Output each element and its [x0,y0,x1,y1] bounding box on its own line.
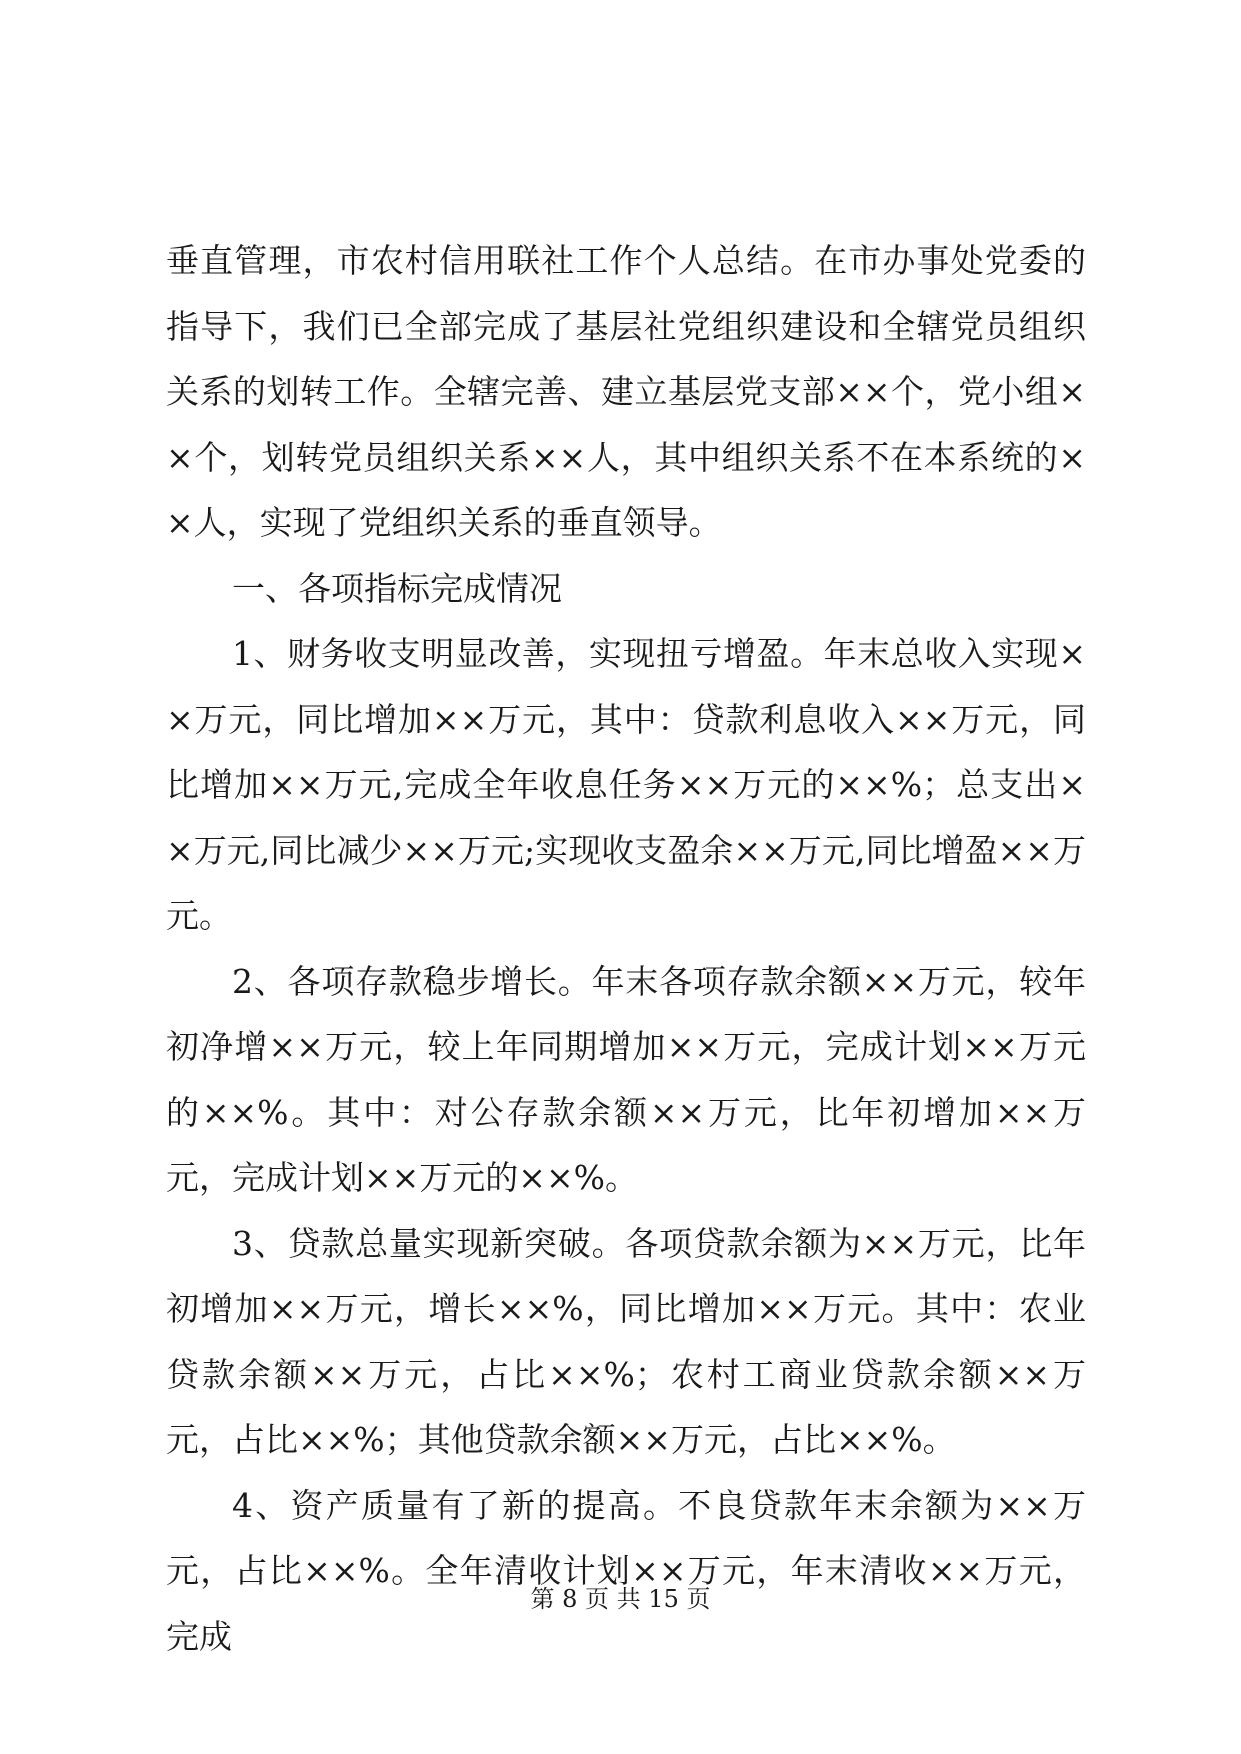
paragraph: 2、各项存款稳步增长。年末各项存款余额××万元，较年初净增××万元，较上年同期增加××万元，完成计划××万元的××%。其中：对公存款余额××万元，比年初增加××万元，完成计划××万元的××%。 [166,961,1086,1197]
document-body [166,228,1086,1669]
paragraph: 1、财务收支明显改善，实现扭亏增盈。年末总收入实现××万元，同比增加××万元，其中：贷款利息收入××万元，同比增加××万元,完成全年收息任务××万元的××%；总支出××万元,同比减少××万元;实现收支盈余××万元,同比增盈××万元。 [166,634,1086,935]
section-heading: 一、各项指标完成情况 [232,568,562,608]
paragraph: 垂直管理，市农村信用联社工作个人总结。在市办事处党委的指导下，我们已全部完成了基层社党组织建设和全辖党员组织关系的划转工作。全辖完善、建立基层党支部××个，党小组××个，划转党员组织关系××人，其中组织关系不在本系统的××人，实现了党组织关系的垂直领导。 [166,241,1086,542]
page-number-footer: 第 8 页 共 15 页 [530,1585,711,1613]
paragraph: 3、贷款总量实现新突破。各项贷款余额为××万元，比年初增加××万元，增长××%，同比增加××万元。其中：农业贷款余额××万元，占比××%；农村工商业贷款余额××万元，占比××%；其他贷款余额××万元，占比××%。 [166,1223,1086,1459]
paragraph: 4、资产质量有了新的提高。不良贷款年末余额为××万元，占比××%。全年清收计划××万元，年末清收××万元，完成 [166,1485,1086,1656]
